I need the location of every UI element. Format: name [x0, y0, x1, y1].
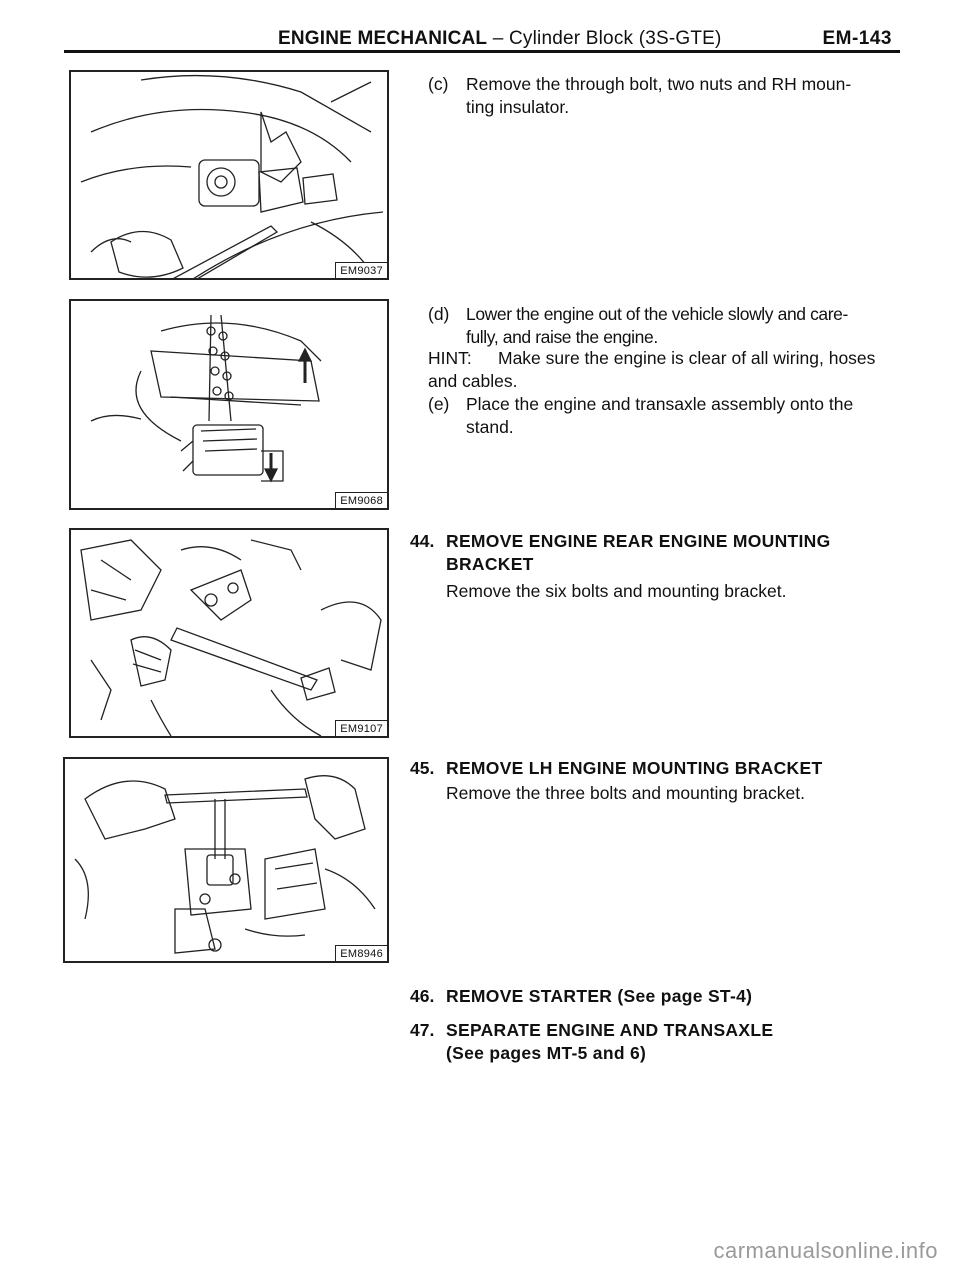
hint-line: Make sure the engine is clear of all wiring, hoses: [498, 348, 876, 368]
step-46: [410, 985, 900, 1011]
figure-engine-lowering: [69, 299, 389, 510]
step-title-line: SEPARATE ENGINE AND TRANSAXLE: [446, 1020, 774, 1040]
step-e-marker: (e): [428, 394, 450, 414]
figure-engine-lowering-illustration: [71, 301, 387, 508]
figure-label: EM8946: [335, 945, 388, 962]
step-number: 44.: [410, 531, 435, 551]
hint: [428, 347, 898, 393]
figure-rear-mounting-bracket: [69, 528, 389, 738]
watermark: carmanualsonline.info: [713, 1238, 938, 1263]
figure-label: EM9037: [335, 262, 388, 279]
step-number: 46.: [410, 986, 435, 1006]
step-c-line: Remove the through bolt, two nuts and RH moun-: [466, 74, 852, 94]
step-d-text: [466, 303, 848, 349]
step-d: [428, 303, 898, 351]
figure-mounting-insulator-illustration: [71, 72, 387, 278]
step-number: 45.: [410, 758, 435, 778]
page-number: EM-143: [822, 28, 892, 49]
figure-mounting-insulator: [69, 70, 389, 280]
step-44: [410, 530, 900, 610]
step-title: REMOVE STARTER (See page ST-4): [446, 986, 753, 1006]
step-title-line: REMOVE ENGINE REAR ENGINE MOUNTING: [446, 531, 831, 551]
step-d-line: fully, and raise the engine.: [466, 327, 658, 347]
figure-label: EM9068: [335, 492, 388, 509]
step-title-line: BRACKET: [446, 554, 534, 574]
step-c-text: [466, 73, 851, 119]
step-45: [410, 757, 900, 809]
header-rule: [64, 50, 900, 53]
header-separator: –: [487, 28, 509, 49]
step-c: [428, 73, 898, 121]
step-title-line: (See pages MT-5 and 6): [446, 1043, 647, 1063]
step-c-marker: (c): [428, 74, 449, 94]
step-47: [410, 1019, 900, 1067]
figure-label: EM9107: [335, 720, 388, 737]
step-c-line: ting insulator.: [466, 97, 570, 117]
step-description: Remove the three bolts and mounting bracket.: [446, 783, 805, 803]
step-e-text: [466, 393, 853, 439]
figure-lh-mounting-bracket: [63, 757, 389, 963]
step-d-marker: (d): [428, 304, 450, 324]
header-section: ENGINE MECHANICAL: [278, 28, 488, 49]
figure-rear-mounting-bracket-illustration: [71, 530, 387, 736]
step-e-line: Place the engine and transaxle assembly onto the: [466, 394, 854, 414]
hint-label: HINT:: [428, 348, 472, 368]
step-title: REMOVE LH ENGINE MOUNTING BRACKET: [446, 758, 823, 778]
step-description: Remove the six bolts and mounting bracket.: [446, 581, 787, 601]
step-e: [428, 393, 898, 441]
step-title: [446, 1019, 773, 1065]
figure-lh-mounting-bracket-illustration: [65, 759, 387, 961]
step-d-line: Lower the engine out of the vehicle slowly and care-: [466, 304, 848, 324]
header-subsection: Cylinder Block (3S-GTE): [508, 28, 722, 49]
step-title: [446, 530, 831, 576]
step-e-line: stand.: [466, 417, 514, 437]
header-title: [278, 28, 722, 50]
page-header: [64, 18, 900, 49]
hint-line: and cables.: [428, 371, 518, 391]
step-number: 47.: [410, 1020, 435, 1040]
